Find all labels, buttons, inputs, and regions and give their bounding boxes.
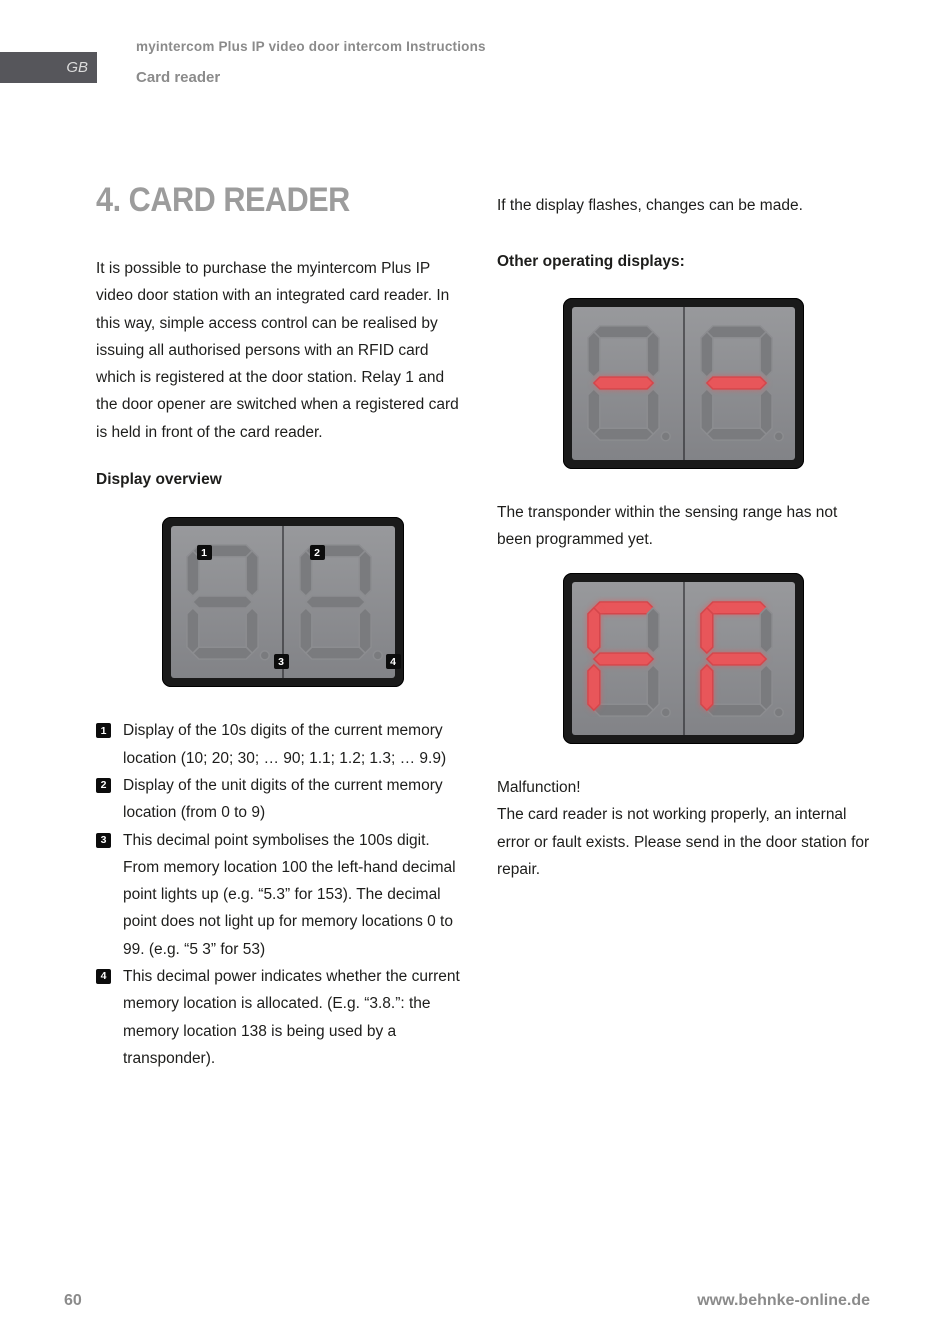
segment-c [647,389,659,434]
legend-text-1: Display of the 10s digits of the current memory location (10; 20; 30; … 90; 1.1; 1.2; 1.3; … 9.9) [123,722,447,767]
decimal-point [661,708,670,717]
segment-a [706,326,765,338]
seven-segment-digit-cell [683,307,796,460]
seven-segment-digit [582,320,672,446]
seven-segment-digit-cell [282,526,395,678]
dashes-caption: The transponder within the sensing range has not been programmed yet. [497,503,838,548]
segment-g [594,653,653,665]
callout-3: 3 [274,654,289,669]
segment-g [306,596,365,608]
website-url: www.behnke-online.de [697,1292,870,1309]
segment-g [706,653,765,665]
legend-text-4: This decimal power indicates whether the current memory location is allocated. (E.g. “3.8.”: the memory location 138 is being used by a transponder). [123,968,460,1067]
segment-f [700,608,712,653]
segment-b [760,608,772,653]
document-header [136,39,486,86]
legend-item-1 [96,717,469,772]
callout-1: 1 [197,545,212,560]
segment-e [588,389,600,434]
segment-b [760,332,772,377]
decimal-point [260,651,269,660]
seven-segment-digit [695,596,785,722]
segment-g [193,596,252,608]
callout-4: 4 [386,654,401,669]
seven-segment-digit-cell [683,582,796,735]
segment-c [760,389,772,434]
segment-a [594,602,653,614]
seven-segment-digit [582,596,672,722]
seven-segment-panel [572,582,795,735]
segment-c [760,665,772,710]
document-title: myintercom Plus IP video door intercom Instructions [136,39,486,54]
decimal-point [774,432,783,441]
seven-segment-digit-cell [572,582,683,735]
language-tab [0,52,97,83]
segment-a [594,326,653,338]
segment-d [193,648,252,660]
segment-f [588,608,600,653]
segment-e [588,665,600,710]
legend-list [96,717,469,1072]
segment-b [647,608,659,653]
legend-text-3: This decimal point symbolises the 100s digit. From memory location 100 the left-hand decimal point lights up (e.g. “5.3” for 153). The decimal point does not light up for memory locations 0 to 99. (e.g. “5 3” for 53) [123,831,456,958]
section-heading: 4. CARD READER [96,181,350,219]
legend-item-2 [96,772,469,827]
page-number: 60 [64,1292,82,1309]
legend-item-3 [96,827,469,963]
segment-e [700,665,712,710]
segment-b [359,551,371,596]
seven-segment-digit [695,320,785,446]
language-tab-label: GB [66,59,88,76]
seven-segment-digit [181,539,271,665]
display-dashes-image [563,298,804,469]
legend-text-2: Display of the unit digits of the current memory location (from 0 to 9) [123,776,443,822]
segment-f [588,332,600,377]
segment-f [700,332,712,377]
segment-c [246,608,258,653]
left-column [96,183,469,1072]
segment-d [306,648,365,660]
intro-paragraph: It is possible to purchase the myintercom Plus IP video door station with an integrated card reader. In this way, simple access control can be realised by issuing all authorised persons with an RFID card which is registered at the door station. Relay 1 and the door opener are switched when a registered card is held in front of the card reader. [96,260,459,441]
display-overview-heading: Display overview [96,471,222,489]
display-overview-image [162,517,404,687]
seven-segment-digit-cell [171,526,282,678]
segment-b [647,332,659,377]
segment-g [594,377,653,389]
legend-item-4 [96,963,469,1072]
right-column [497,183,870,883]
malfunction-text: The card reader is not working properly, an internal error or fault exists. Please send in the door station for repair. [497,806,870,879]
segment-e [300,608,312,653]
display-ff-image [563,573,804,744]
segment-c [647,665,659,710]
segment-d [594,704,653,716]
document-subtitle: Card reader [136,69,221,86]
flash-note: If the display flashes, changes can be made. [497,197,803,214]
decimal-point [774,708,783,717]
seven-segment-digit-cell [572,307,683,460]
segment-e [187,608,199,653]
legend-badge-2: 2 [96,778,111,793]
segment-d [594,428,653,440]
segment-c [359,608,371,653]
legend-badge-4: 4 [96,969,111,984]
legend-badge-3: 3 [96,833,111,848]
seven-segment-panel [572,307,795,460]
callout-2: 2 [310,545,325,560]
seven-segment-digit [294,539,384,665]
segment-g [706,377,765,389]
segment-d [706,704,765,716]
malfunction-title: Malfunction! [497,779,581,797]
segment-a [706,602,765,614]
decimal-point [373,651,382,660]
segment-e [700,389,712,434]
decimal-point [661,432,670,441]
segment-b [246,551,258,596]
legend-badge-1: 1 [96,723,111,738]
other-displays-heading: Other operating displays: [497,253,685,271]
segment-d [706,428,765,440]
